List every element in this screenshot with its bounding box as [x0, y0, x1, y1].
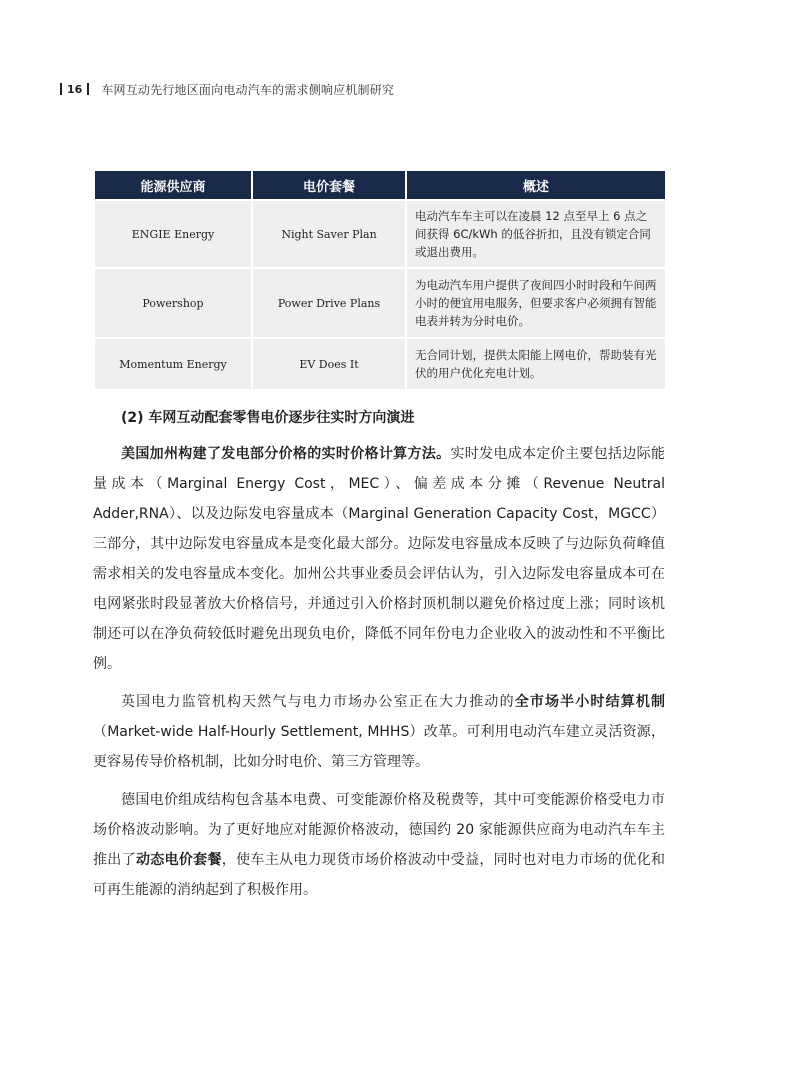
paragraph-uk [93, 687, 665, 777]
paragraph-california [93, 439, 665, 679]
paragraph-uk-post: （Market-wide Half-Hourly Settlement, MHHS）改革。可利用电动汽车建立灵活资源，更容易传导价格机制，比如分时电价、第三方管理等。 [93, 724, 665, 770]
column-header-supplier: 能源供应商 [95, 171, 251, 199]
plan-cell: Night Saver Plan [253, 201, 405, 267]
header-divider [60, 83, 62, 95]
summary-cell: 电动汽车车主可以在凌晨 12 点至早上 6 点之间获得 6C/kWh 的低谷折扣，且没有锁定合同或退出费用。 [407, 201, 665, 267]
paragraph-california-lead: 美国加州构建了发电部分价格的实时价格计算方法。 [121, 446, 451, 462]
table-header-row [95, 171, 665, 199]
column-header-summary: 概述 [407, 171, 665, 199]
paragraph-california-text: 实时发电成本定价主要包括边际能量成本（Marginal Energy Cost，MEC）、偏差成本分摊（Revenue Neutral Adder,RNA）、以及边际发电容量成本（Marginal Generation Capacity Cost，MGCC）三部分，其中边际发电容量成本是变化最大部分。边际发电容量成本反映了与边际负荷峰值需求相关的发电容量成本变化。加州公共事业委员会评估认为，引入边际发电容量成本可在电网紧张时段显著放大价格信号，并通过引入价格封顶机制以避免价格过度上涨；同时该机制还可以在净负荷较低时避免出现负电价，降低不同年份电力企业收入的波动性和不平衡比例。 [93, 446, 666, 672]
running-header [60, 80, 394, 98]
paragraph-uk-pre: 英国电力监管机构天然气与电力市场办公室正在大力推动的 [121, 694, 515, 710]
body-text [93, 403, 665, 913]
plan-cell: Power Drive Plans [253, 269, 405, 337]
table-row [95, 339, 665, 389]
paragraph-germany-pre: 德国电价组成结构包含基本电费、可变能源价格及税费等，其中可变能源价格受电力市场价格波动影响。为了更好地应对能源价格波动，德国约 20 家能源供应商为电动汽车车主推出了 [93, 792, 665, 868]
supplier-cell: Momentum Energy [95, 339, 251, 389]
section-subheading: (2) 车网互动配套零售电价逐步往实时方向演进 [121, 410, 415, 426]
paragraph-germany-post: ，使车主从电力现货市场价格波动中受益，同时也对电力市场的优化和可再生能源的消纳起到了积极作用。 [93, 852, 666, 898]
column-header-plan: 电价套餐 [253, 171, 405, 199]
table-row [95, 201, 665, 267]
paragraph-uk-bold: 全市场半小时结算机制 [514, 694, 666, 710]
paragraph-germany [93, 785, 665, 905]
supplier-cell: Powershop [95, 269, 251, 337]
page-number: 16 [67, 82, 83, 96]
summary-cell: 为电动汽车用户提供了夜间四小时时段和午间两小时的便宜用电服务，但要求客户必须拥有智能电表并转为分时电价。 [407, 269, 665, 337]
electricity-plan-table [93, 169, 667, 391]
plan-cell: EV Does It [253, 339, 405, 389]
supplier-cell: ENGIE Energy [95, 201, 251, 267]
table-row [95, 269, 665, 337]
summary-cell: 无合同计划，提供太阳能上网电价，帮助装有光伏的用户优化充电计划。 [407, 339, 665, 389]
header-divider [87, 83, 89, 95]
paragraph-germany-bold: 动态电价套餐 [135, 852, 222, 868]
running-title: 车网互动先行地区面向电动汽车的需求侧响应机制研究 [101, 82, 395, 97]
